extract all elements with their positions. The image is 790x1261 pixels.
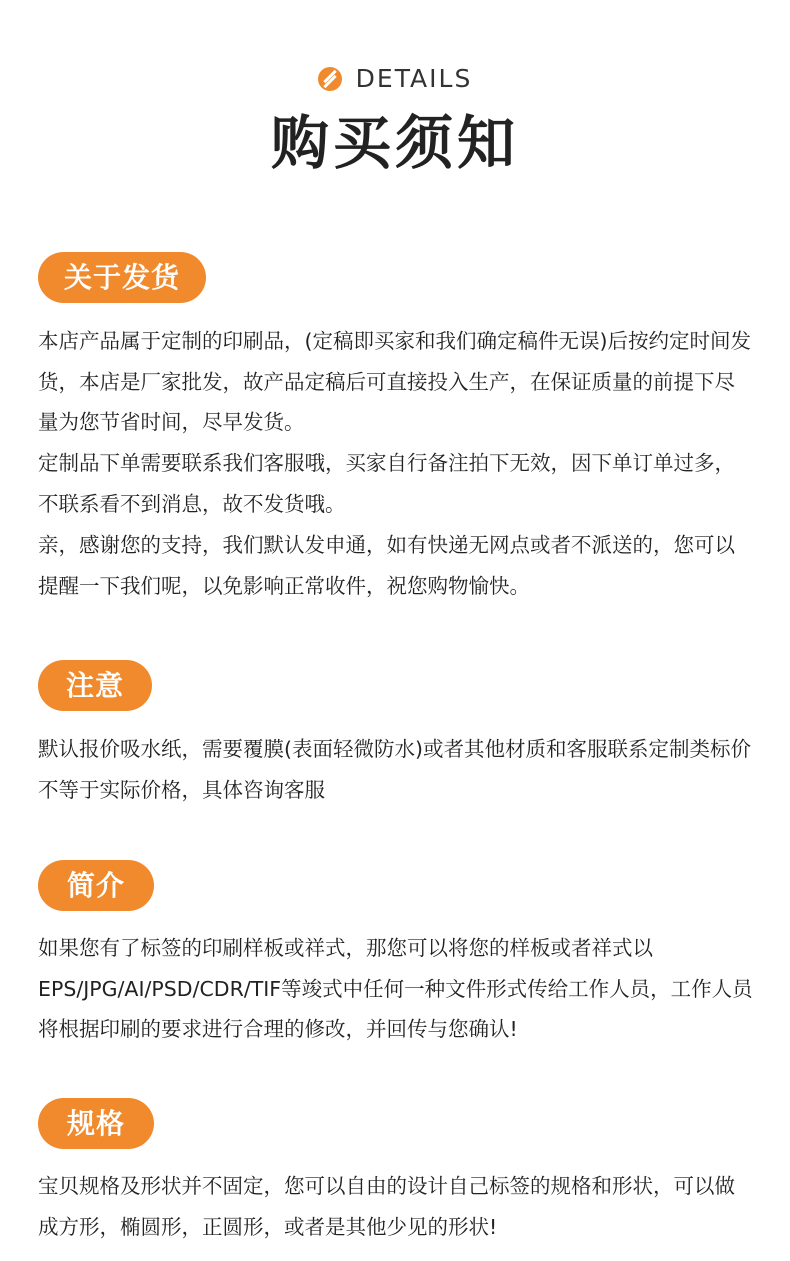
paragraph-intro-1: 如果您有了标签的印刷样板或祥式，那您可以将您的样板或者祥式以EPS/JPG/AI/PSD/CDR/TIF等竣式中任何一种文件形式传给工作人员，工作人员将根据印刷的要求进行合理的修改，并回传与您确认! [38,936,753,1041]
paragraph-shipping-1: 本店产品属于定制的印刷品，(定稿即买家和我们确定稿件无误)后按约定时间发货，本店是厂家批发，故产品定稿后可直接投入生产，在保证质量的前提下尽量为您节省时间，尽早发货。 [38,329,751,434]
details-label: DETAILS [355,64,473,93]
paragraph-shipping-3: 亲，感谢您的支持，我们默认发申通，如有快递无网点或者不派送的，您可以提醒一下我们呢，以免影响正常收件，祝您购物愉快。 [38,533,735,598]
paragraph-notice-1: 默认报价吸水纸，需要覆膜(表面轻微防水)或者其他材质和客服联系定制类标价不等于实际价格，具体咨询客服 [38,737,751,802]
paragraph-shipping-2: 定制品下单需要联系我们客服哦，买家自行备注拍下无效，因下单订单过多，不联系看不到消息，故不发货哦。 [38,451,735,516]
section-title-shipping: 关于发货 [38,252,206,303]
section-title-spec: 规格 [38,1098,154,1149]
paragraph-spec-1: 宝贝规格及形状并不固定，您可以自由的设计自己标签的规格和形状，可以做成方形，椭圆形，正圆形，或者是其他少见的形状! [38,1174,735,1239]
section-title-notice: 注意 [38,660,152,711]
stripe-circle-icon [318,67,342,91]
section-title-intro: 简介 [38,860,154,911]
details-line [0,64,790,93]
page-title: 购买须知 [270,109,519,177]
